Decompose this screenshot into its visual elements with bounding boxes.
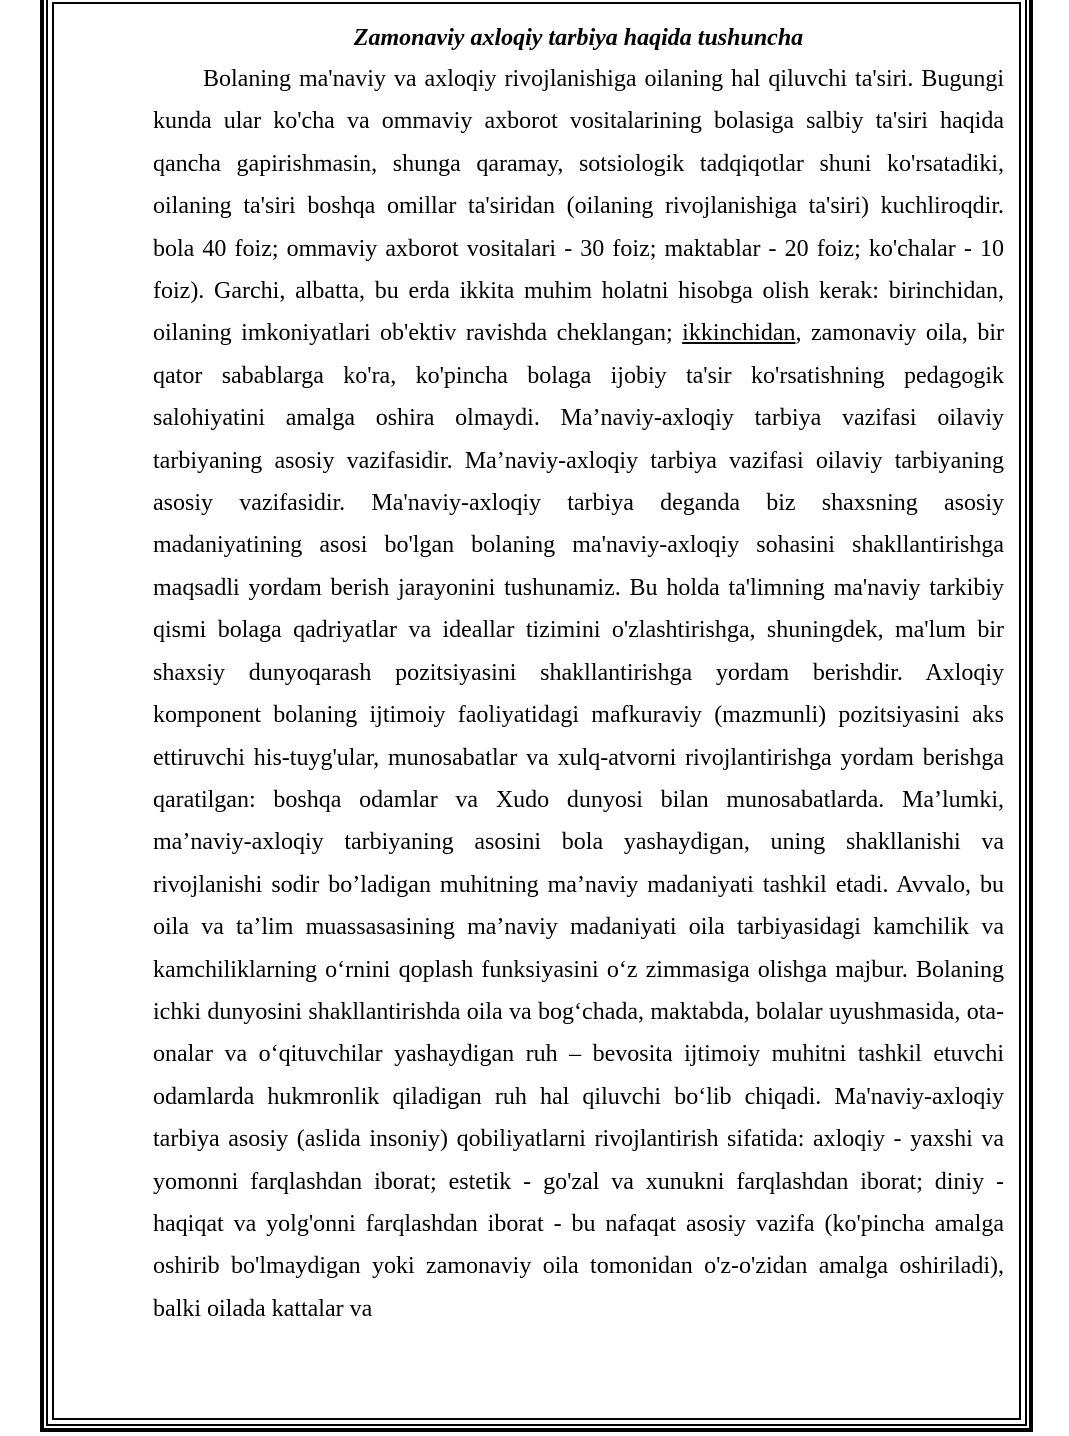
document-title: Zamonaviy axloqiy tarbiya haqida tushuncha <box>353 25 804 51</box>
paragraph-text-start: Bolaning ma'naviy va axloqiy rivojlanishiga oilaning hal qiluvchi ta'siri. Bugungi kunda ular ko'cha va ommaviy axborot vositalarining bolasiga salbiy ta'siri haqida qancha gapirishmasin, shunga qaramay, sotsiologik tadqiqotlar shuni ko'rsatadiki, oilaning ta'siri boshqa omillar ta'siridan (oilaning rivojlanishiga ta'siri) kuchliroqdir. bola 40 foiz; ommaviy axborot vositalari - 30 foiz; maktablar - 20 foiz; ko'chalar - 10 foiz). Garchi, albatta, bu erda ikkita muhim holatni hisobga olish kerak: birinchidan, oilaning imkoniyatlari ob'ektiv ravishda cheklangan; <box>153 66 1004 347</box>
paragraph-text-end: , zamonaviy oila, bir qator sabablarga ko'ra, ko'pincha bolaga ijobiy ta'sir ko'rsatishning pedagogik salohiyatini amalga oshira olmaydi. Ma’naviy-axloqiy tarbiya vazifasi oilaviy tarbiyaning asosiy vazifasidir. Ma’naviy-axloqiy tarbiya vazifasi oilaviy tarbiyaning asosiy vazifasidir. Ma'naviy-axloqiy tarbiya deganda biz shaxsning asosiy madaniyatining asosi bo'lgan bolaning ma'naviy-axloqiy sohasini shakllantirishga maqsadli yordam berish jarayonini tushunamiz. Bu holda ta'limning ma'naviy tarkibiy qismi bolaga qadriyatlar va ideallar tizimini o'zlashtirishga, shuningdek, ma'lum bir shaxsiy dunyoqarash pozitsiyasini shakllantirishga yordam berishdir. Axloqiy komponent bolaning ijtimoiy faoliyatidagi mafkuraviy (mazmunli) pozitsiyasini aks ettiruvchi his-tuyg'ular, munosabatlar va xulq-atvorni rivojlantirishga yordam berishga qaratilgan: boshqa odamlar va Xudo dunyosi bilan munosabatlarda. Ma’lumki, ma’naviy-axloqiy tarbiyaning asosini bola yashaydigan, uning shakllanishi va rivojlanishi sodir bo’ladigan muhitning ma’naviy madaniyati tashkil etadi. Avvalo, bu oila va ta’lim muassasasining ma’naviy madaniyati oila tarbiyasidagi kamchilik va kamchiliklarning o‘rnini qoplash funksiyasini o‘z zimmasiga olishga majbur. Bolaning ichki dunyosini shakllantirishda oila va bog‘chada, maktabda, bolalar uyushmasida, ota-onalar va o‘qituvchilar yashaydigan ruh – bevosita ijtimoiy muhitni tashkil etuvchi odamlarda hukmronlik qiladigan ruh hal qiluvchi bo‘lib chiqadi. Ma'naviy-axloqiy tarbiya asosiy (aslida insoniy) qobiliyatlarni rivojlantirish sifatida: axloqiy - yaxshi va yomonni farqlashdan iborat; estetik - go'zal va xunukni farqlashdan iborat; diniy - haqiqat va yolg'onni farqlashdan iborat - bu nafaqat asosiy vazifa (ko'pincha amalga oshirib bo'lmaydigan yoki zamonaviy oila tomonidan o'z-o'zidan amalga oshiriladi), balki oilada kattalar va <box>153 320 1004 1322</box>
document-paragraph <box>153 58 1004 1330</box>
underlined-word: ikkinchidan <box>682 320 796 347</box>
document-content <box>153 18 1004 1330</box>
